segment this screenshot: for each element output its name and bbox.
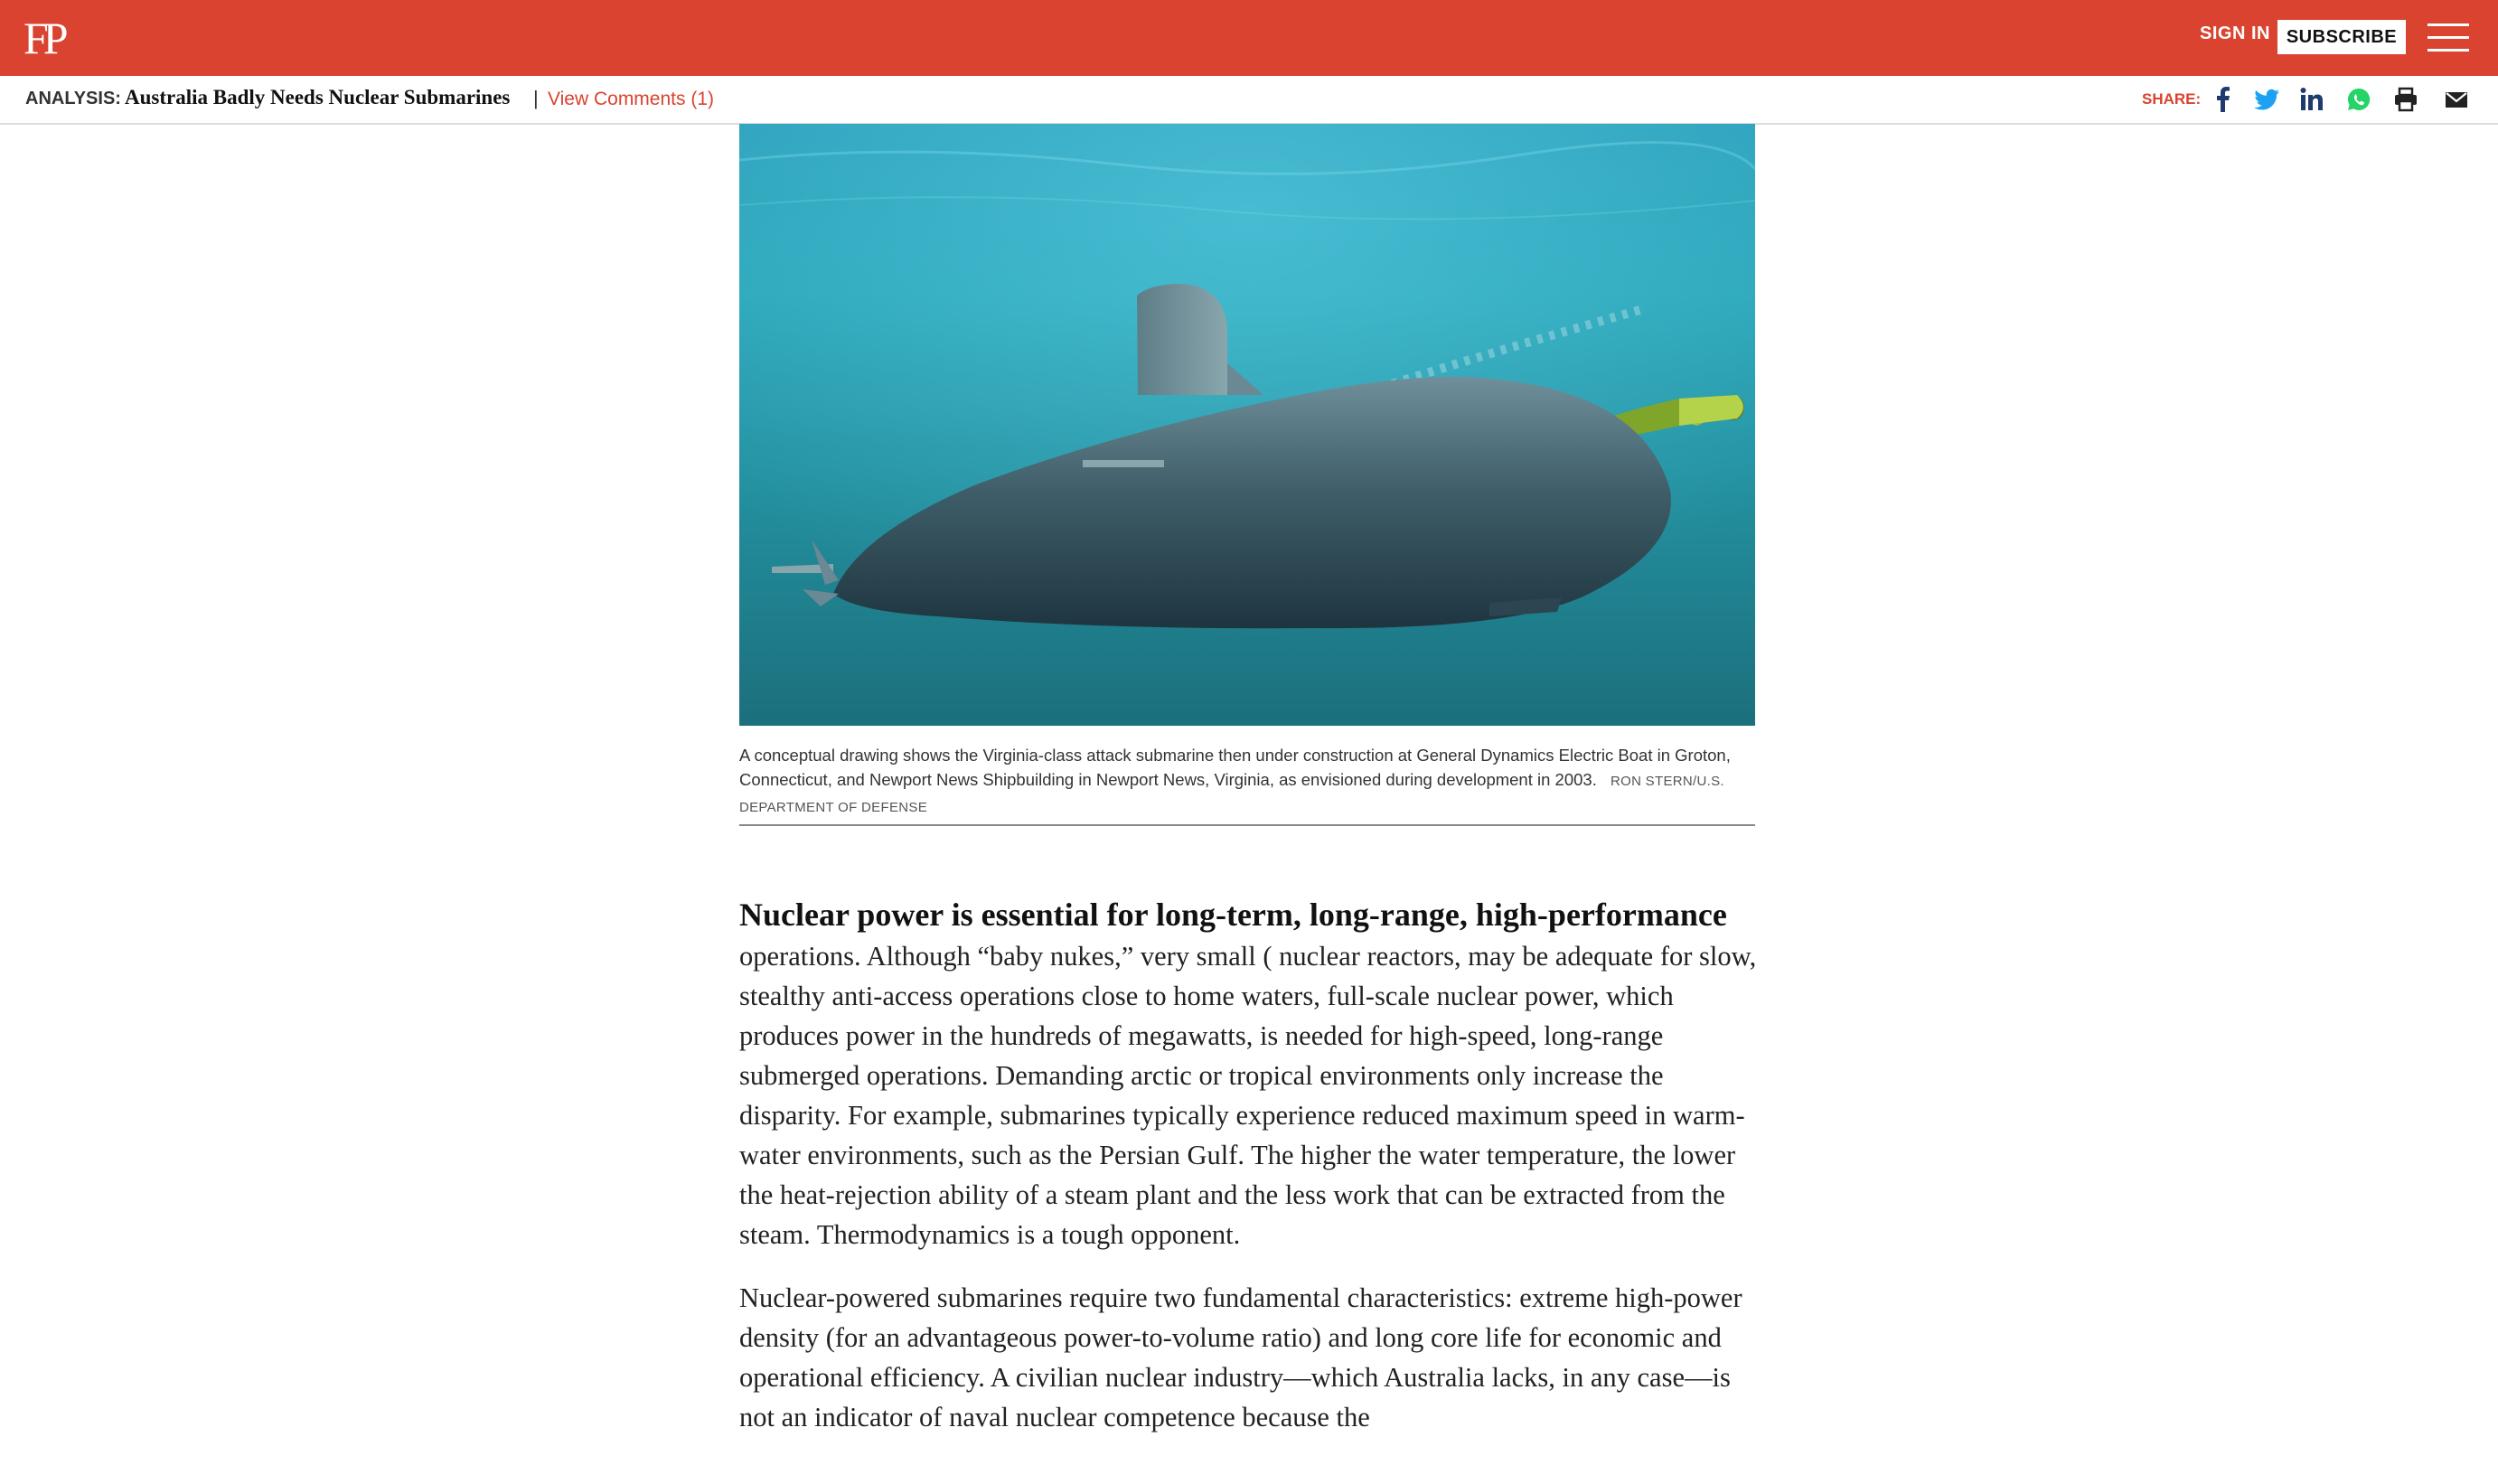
article-subheader xyxy=(0,76,2498,125)
share-label: SHARE: xyxy=(2142,90,2202,108)
menu-line xyxy=(2428,49,2469,52)
caption-text: A conceptual drawing shows the Virginia-class attack submarine then under construction at General Dynamics Electric Boat in Groton, Connecticut, and Newport News Shipbuilding in Newport News, Virginia, as envisioned during development in 2003. xyxy=(739,746,1731,789)
paragraph: Nuclear-powered submarines require two fundamental characteristics: extreme high-power density (for an advantageous power-to-volume ratio) and long core life for economic and operational efficiency. A civilian nuclear industry—which Australia lacks, in any case—is not an indicator of naval nuclear competence because the xyxy=(739,1282,1742,1432)
twitter-icon[interactable] xyxy=(2252,85,2281,114)
fp-logo[interactable]: FP xyxy=(23,13,63,63)
subscribe-button[interactable]: SUBSCRIBE xyxy=(2277,20,2406,54)
print-icon[interactable] xyxy=(2391,85,2420,114)
separator: | xyxy=(533,87,539,109)
paragraph-text: operations. Although “baby nukes,” very small ( nuclear reactors, may be adequate for slow, stealthy anti-access operations close to home waters, full-scale nuclear power, which produces power in the hundreds of megawatts, is needed for high-speed, long-range submerged operations. Demanding arctic or tropical environments only increase the disparity. For example, submarines typically experience reduced maximum speed in warm-water environments, such as the Persian Gulf. The higher the water temperature, the lower the heat-rejection ability of a steam plant and the less work that can be extracted from the steam. Thermodynamics is a tough opponent. xyxy=(739,941,1757,1250)
sign-in-link[interactable]: SIGN IN xyxy=(2200,23,2270,43)
article-title: Australia Badly Needs Nuclear Submarines xyxy=(125,86,511,108)
linkedin-icon[interactable] xyxy=(2297,85,2326,114)
article-body xyxy=(739,895,1761,1461)
submarine-illustration xyxy=(739,124,1755,726)
figure-caption xyxy=(739,743,1755,820)
submarine-drawing xyxy=(739,124,1755,726)
photo-credit: RON STERN/U.S. DEPARTMENT OF DEFENSE xyxy=(739,774,1724,815)
whatsapp-icon[interactable] xyxy=(2344,85,2373,114)
email-icon[interactable] xyxy=(2442,85,2471,114)
menu-line xyxy=(2428,23,2469,26)
menu-line xyxy=(2428,36,2469,39)
facebook-icon[interactable] xyxy=(2209,85,2238,114)
paragraph xyxy=(739,895,1761,1254)
hamburger-menu-icon[interactable] xyxy=(2428,22,2469,54)
lead-sentence: Nuclear power is essential for long-term, long-range, high-performance xyxy=(739,897,1727,933)
site-header xyxy=(0,0,2498,76)
section-kicker: ANALYSIS: xyxy=(25,89,121,108)
view-comments-link[interactable]: View Comments (1) xyxy=(548,89,714,109)
caption-divider xyxy=(739,824,1755,826)
